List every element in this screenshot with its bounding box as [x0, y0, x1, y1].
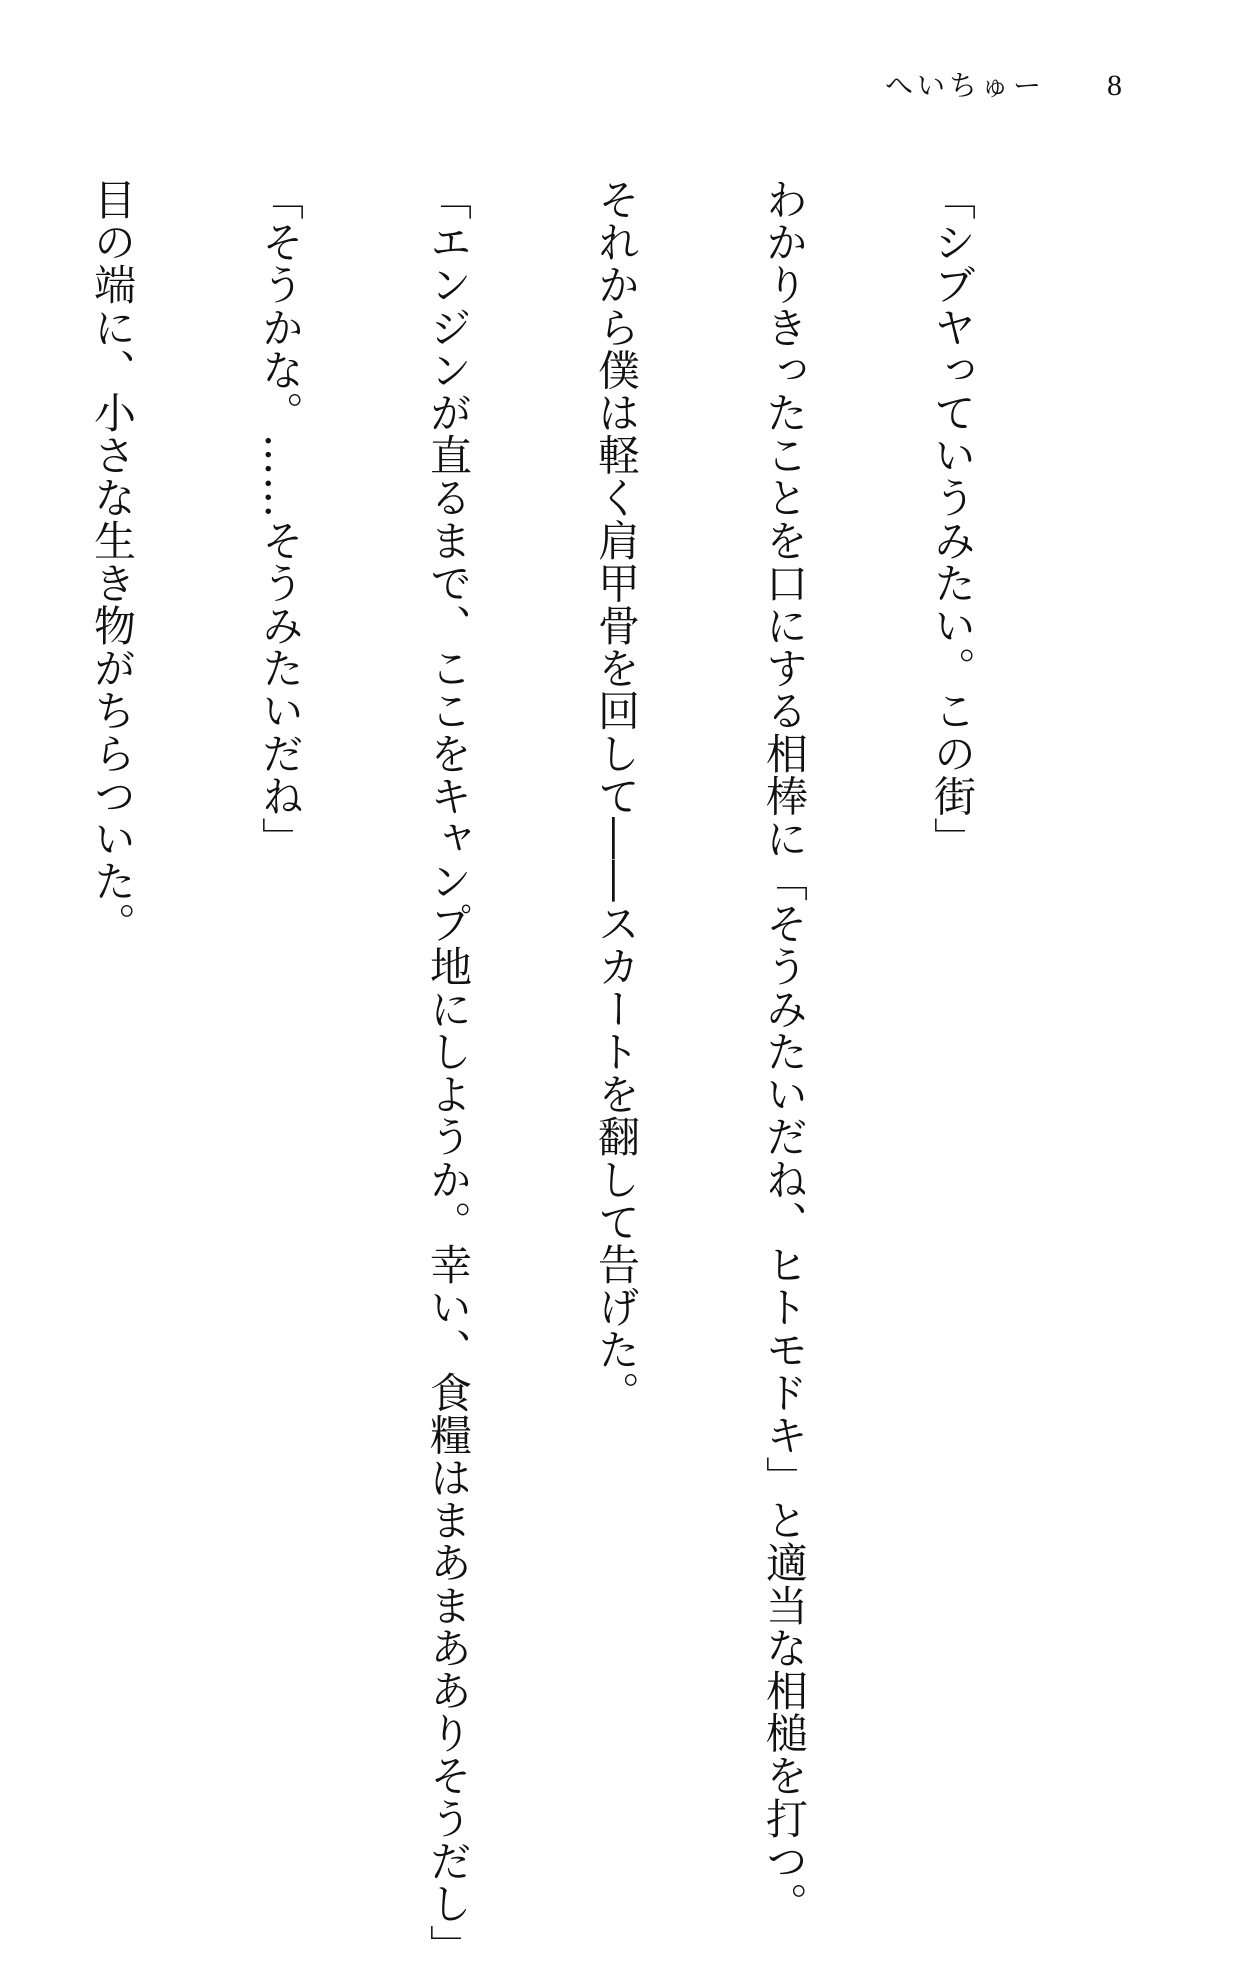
- paragraph: それから僕は軽く肩甲骨を回して――スカートを翻して告げた。: [592, 178, 641, 1414]
- page-header: [885, 64, 1122, 104]
- paragraph: 目の端に、小さな生き物がちらついた。: [88, 178, 137, 945]
- page-title: へいちゅー: [884, 69, 1045, 102]
- paragraph: わかりきったことを口にする相棒に「そうみたいだね、ヒトモドキ」と適当な相槌を打つ。: [760, 178, 809, 1925]
- body-text: [0, 178, 1092, 1967]
- paragraph: 「そうかな。……そうみたいだね」: [256, 178, 305, 860]
- paragraph: 「シブヤっていうみたい。この街」: [928, 178, 977, 860]
- paragraph: 「エンジンが直るまで、ここをキャンプ地にしようか。幸い、食糧はまあまあありそうだし」: [424, 178, 473, 1967]
- page-number: 8: [1107, 69, 1122, 102]
